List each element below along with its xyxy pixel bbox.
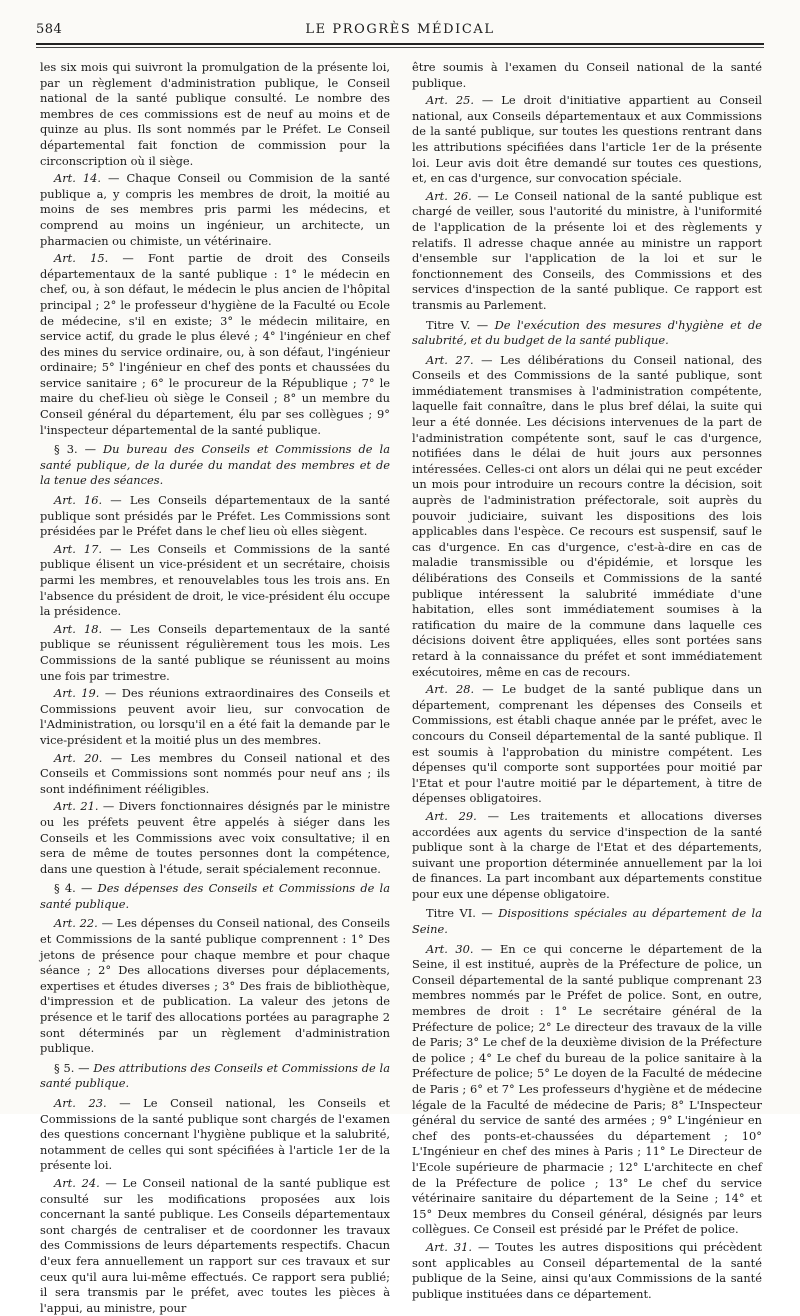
article-paragraph <box>412 809 762 903</box>
article-text: — Des réunions extraordinaires des Conseils et Commissions peuvent avoir lieu, sur convocation de l'Administration, ou lorsqu'il en a été fait la demande par le vice-président et la moitié plus un des membres. <box>40 686 391 747</box>
article-label: Art. 27. <box>426 352 474 367</box>
article-text: — Toutes les autres dispositions qui précèdent sont applicables au Conseil départemental de la santé publique de la Seine, ainsi qu'aux Commissions de la santé publique instituées dans ce département. <box>412 1239 762 1301</box>
section-heading <box>412 906 762 937</box>
left-column <box>40 60 391 1315</box>
article-text: — En ce qui concerne le département de la Seine, il est institué, auprès de la Préfecture de police, un Conseil départemental de la santé publique comprenant 23 membres nommés par le Préfet de police. Sont, en outre, membres de droit : 1° Le secrétaire général de la Préfecture de police; 2° Le directeur des travaux de la ville de Paris; 3° Le chef de la deuxième division de la Préfecture de police ; 4° Le chef du bureau de la police sanitaire à la Préfecture de police; 5° Le doyen de la Faculté de médecine de Paris ; 6° et 7° Les professeurs d'hygiène et de médecine légale de la Faculté de médecine de Paris; 8° L'Inspecteur général du service de santé des armées ; 9° L'ingénieur en chef des ponts-et-chaussées du département ; 10° L'Ingénieur en chef des mines à Paris ; 11° Le Directeur de l'Ecole supérieure de pharmacie ; 12° L'architecte en chef de la Préfecture de police ; 13° Le chef du service vétérinaire sanitaire du département de la Seine ; 14° et 15° Deux membres du Conseil général, désignés par leurs collègues. Ce Conseil est présidé par le Préfet de police. <box>412 941 763 1237</box>
right-column <box>412 60 763 1301</box>
article-paragraph <box>40 799 390 877</box>
article-label: Art. 16. <box>54 493 103 508</box>
article-paragraph <box>40 251 390 438</box>
running-title: LE PROGRÈS MÉDICAL <box>305 22 495 37</box>
article-text: — Les Conseils departementaux de la santé publique se réunissent régulièrement tous les mois. Les Commissions de la santé publique se réunissent au moins une fois par trimestre. <box>40 621 391 683</box>
article-paragraph <box>40 686 390 748</box>
paragraph-continued <box>412 60 762 91</box>
article-paragraph <box>40 916 390 1056</box>
article-paragraph <box>40 1096 390 1174</box>
article-label: Art. 22. <box>54 916 98 931</box>
article-label: Art. 30. <box>426 941 474 956</box>
article-text: — Font partie de droit des Conseils départementaux de la santé publique : 1° le médecin en chef, ou, à son défaut, le médecin le plus ancien de l'hôpital principal ; 2° le professeur d'hygiène de la Faculté ou Ecole de médecine, s'il en existe; 3° le médecin militaire, en service actif, du grade le plus élevé ; 4° l'ingénieur en chef des mines du service ordinaire, ou, à son défaut, l'ingénieur ordinaire; 5° l'ingénieur en chef des ponts et chaussées du service sanitaire ; 6° le procureur de la République ; 7° le maire du chef-lieu où siège le Conseil ; 8° un membre du Conseil général du département, élu par ses collègues ; 9° l'inspecteur départemental de la santé publique. <box>40 251 390 437</box>
section-label: § 5. <box>54 1060 75 1075</box>
article-text: — Le Conseil national, les Conseils et Commissions de la santé publique sont chargés de l'examen des questions concernant l'hygiène publique et la salubrité, notamment de celles qui sont spécifiées à l'article 1er de la présente loi. <box>40 1096 391 1173</box>
article-paragraph <box>40 1176 390 1316</box>
article-paragraph <box>40 171 390 249</box>
section-title: — Dispositions spéciales au département de la Seine. <box>412 906 762 937</box>
article-label: Art. 18. <box>54 621 103 636</box>
paragraph-text: les six mois qui suivront la promulgation de la présente loi, par un règlement d'administration publique, le Conseil national de la santé publique consulté. Le nombre des membres de ces commissions est de neuf au moins et de quinze au plus. Ils sont nommés par le Préfet. Le Conseil départemental fait fonction de commission pour la circonscription où il siège. <box>40 60 390 168</box>
article-text: — Les dépenses du Conseil national, des Conseils et Commissions de la santé publique comprennent : 1° Des jetons de présence pour chaque membre et pour chaque séance ; 2° Des allocations diverses pour déplacements, expertises et études diverses ; 3° Des frais de bibliothèque, d'impression et de publication. La valeur des jetons de présence et le tarif des allocations portées au paragraphe 2 sont déterminés par un règlement d'administration publique. <box>40 916 390 1056</box>
article-paragraph <box>412 93 762 187</box>
article-paragraph <box>412 942 762 1238</box>
article-text: — Les Conseils et Commissions de la santé publique élisent un vice-président et un secrétaire, choisis parmi les membres, et renouvelables tous les trois ans. En l'absence du président de droit, le vice-président élu occupe la présidence. <box>40 541 391 619</box>
header-rule-thick <box>36 43 764 45</box>
article-label: Art. 19. <box>54 686 100 701</box>
article-text: — Les délibérations du Conseil national, des Conseils et des Commissions de la santé publique, sont immédiatement transmises à l'administration compétente, laquelle fait connaître, dans le plus bref délai, la suite qui leur a été donnée. Les décisions intervenues de la part de l'administration compétente sont, sauf le cas d'urgence, notifiées dans le délai de huit jours aux personnes intéressées. Celles-ci ont alors un délai qui ne peut excéder un mois pour introduire un recours contre la décision, soit auprès de l'administration préfectorale, soit auprès du pouvoir judiciaire, suivant les dispositions des lois applicables dans l'espèce. Ce recours est suspensif, sauf le cas d'urgence. En cas d'urgence, c'est-à-dire en cas de maladie transmissible ou d'épidémie, et lorsque les délibérations des Conseils et Commissions de la santé publique intéressent la salubrité immédiate d'une habitation, elles sont immédiatement soumises à la ratification du maire de la commune dans laquelle ces décisions doivent être appliquées, elles sont portées sans retard à la connaissance du préfet et sont immédiatement exécutoires, même en cas de recours. <box>412 352 762 679</box>
article-label: Art. 20. <box>54 750 103 765</box>
article-label: Art. 24. <box>54 1175 100 1190</box>
article-text: — Les membres du Conseil national et des Conseils et Commissions sont nommés pour neuf ans ; ils sont indéfiniment rééligibles. <box>40 750 390 796</box>
article-label: Art. 31. <box>426 1239 472 1254</box>
article-text: — Divers fonctionnaires désignés par le ministre ou les préfets peuvent être appelés à siéger dans les Conseils et les Commissions avec voix consultative; il en sera de même de toutes personnes dont la compétence, dans une question à l'étude, serait spécialement reconnue. <box>40 799 390 876</box>
article-paragraph <box>412 1240 762 1302</box>
article-paragraph <box>412 189 762 314</box>
article-label: Art. 26. <box>426 188 472 203</box>
section-heading <box>40 881 390 912</box>
article-paragraph <box>412 353 762 680</box>
page-header <box>36 22 764 42</box>
section-label: Titre VI. <box>426 906 476 921</box>
article-label: Art. 15. <box>54 251 109 266</box>
page-number: 584 <box>36 22 63 37</box>
section-title: — De l'exécution des mesures d'hygiène et de salubrité, et du budget de la santé publique. <box>412 317 762 348</box>
header-rule-thin <box>36 47 764 48</box>
article-paragraph <box>40 751 390 798</box>
section-title: — Du bureau des Conseils et Commissions de la santé publique, de la durée du mandat des membres et de la tenue des séances. <box>40 442 390 488</box>
section-label: § 4. <box>54 881 76 896</box>
section-label: Titre V. <box>426 317 471 332</box>
article-text: — Chaque Conseil ou Commision de la santé publique a, y compris les membres de droit, la moitié au moins de ses membres pris parmi les médecins, et comprend au moins un ingénieur, un architecte, un pharmacien ou chimiste, un vétérinaire. <box>40 171 390 248</box>
article-text: — Le droit d'initiative appartient au Conseil national, aux Conseils départementaux et aux Commissions de la santé publique, sur toutes les questions rentrant dans les attributions spécifiées dans l'article 1er de la présente loi. Leur avis doit être demandé sur toutes ces questions, et, en cas d'urgence, sur convocation spéciale. <box>412 93 763 186</box>
paragraph-continued <box>40 60 390 169</box>
article-paragraph <box>40 493 390 540</box>
section-label: § 3. <box>54 442 78 457</box>
paragraph-text: être soumis à l'examen du Conseil national de la santé publique. <box>412 60 762 90</box>
article-text: — Le Conseil national de la santé publique est consulté sur les modifications proposées aux lois concernant la santé publique. Les Conseils départementaux sont chargés de centraliser et de coordonner les travaux des Commissions de leurs départements respectifs. Chacun d'eux fera annuellement un rapport sur ces travaux et sur ceux qu'il aura lui-même effectués. Ce rapport sera publié; il sera transmis par le préfet, avec toutes les pièces à l'appui, au ministre, pour <box>40 1175 390 1315</box>
article-label: Art. 17. <box>54 541 103 556</box>
article-text: — Le budget de la santé publique dans un département, comprenant les dépenses des Conseils et Commissions, est établi chaque année par le préfet, avec le concours du Conseil départemental de la santé publique. Il est soumis à l'approbation du ministre compétent. Les dépenses qu'il comporte sont supportées pour moitié par l'Etat et pour l'autre moitié par le département, à titre de dépenses obligatoires. <box>412 682 762 806</box>
article-label: Art. 21. <box>54 799 99 814</box>
article-paragraph <box>40 622 390 684</box>
article-label: Art. 25. <box>426 93 474 108</box>
section-heading <box>40 1061 390 1092</box>
section-heading <box>40 442 390 489</box>
section-title: — Des dépenses des Conseils et Commissions de la santé publique. <box>40 881 390 911</box>
article-label: Art. 29. <box>426 808 477 823</box>
section-heading <box>412 318 762 349</box>
article-label: Art. 14. <box>54 171 102 186</box>
article-text: — Les Conseils départementaux de la santé publique sont présidés par le Préfet. Les Commissions sont présidées par le Préfet dans le chef lieu où elles siègent. <box>40 493 391 539</box>
section-title: — Des attributions des Conseils et Commissions de la santé publique. <box>40 1060 390 1091</box>
article-text: — Le Conseil national de la santé publique est chargé de veiller, sous l'autorité du ministre, à l'uniformité de l'application de la présente loi et des règlements y relatifs. Il adresse chaque année au ministre un rapport d'ensemble sur l'application de la loi et sur le fonctionnement des Conseils, des Commissions et des services d'inspection de la santé publique. Ce rapport est transmis au Parlement. <box>412 188 762 312</box>
article-label: Art. 28. <box>426 682 475 697</box>
article-paragraph <box>40 542 390 620</box>
article-label: Art. 23. <box>54 1096 107 1110</box>
article-text: — Les traitements et allocations diverses accordées aux agents du service d'inspection de la santé publique sont à la charge de l'Etat et des départements, suivant une proportion déterminée annuellement par la loi de finances. La part incombant aux départements constitue pour eux une dépense obligatoire. <box>412 808 763 901</box>
article-paragraph <box>412 682 762 807</box>
